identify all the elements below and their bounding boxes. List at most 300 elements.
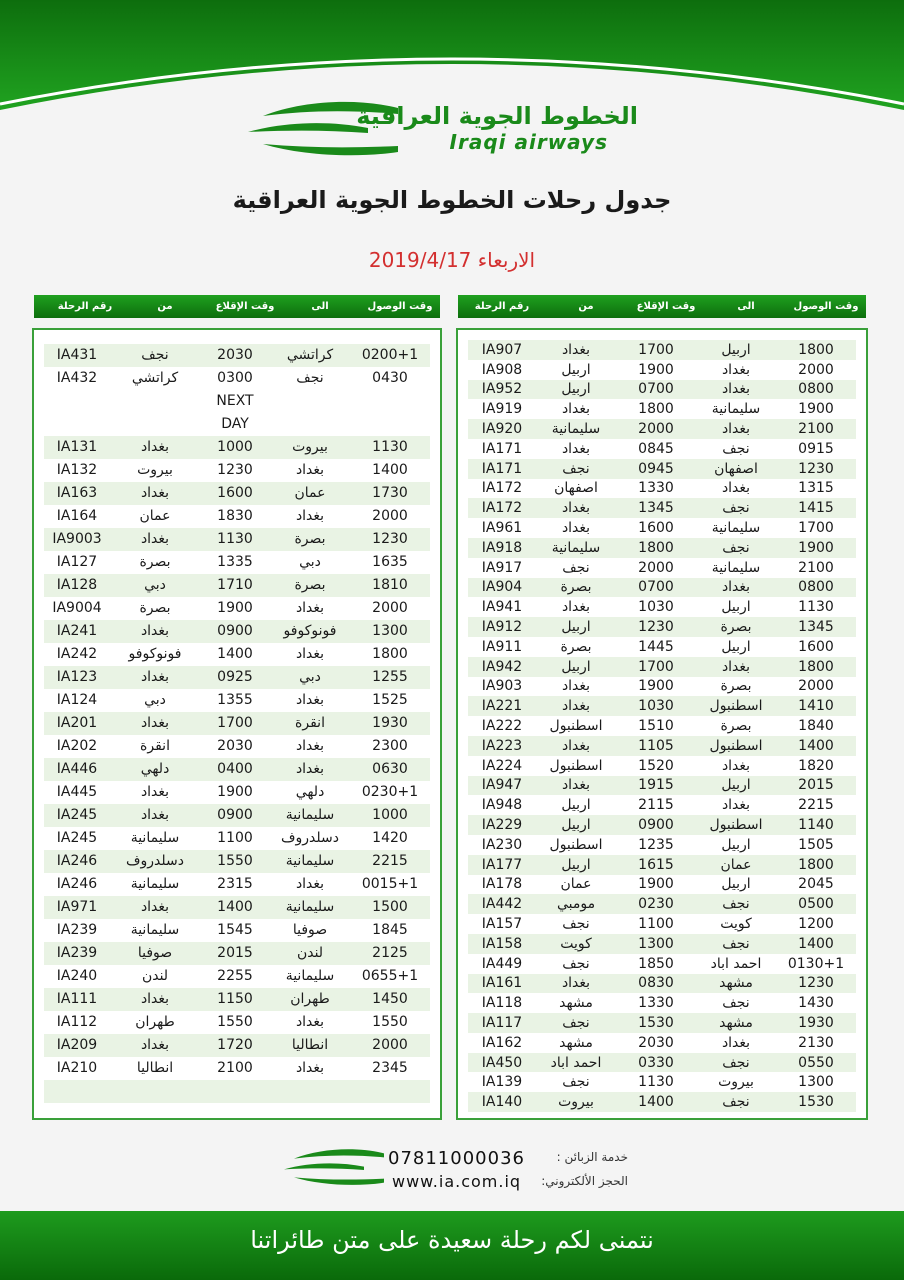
table-row	[44, 1057, 430, 1080]
table-row	[468, 993, 856, 1013]
cell-dep: 1330	[638, 995, 674, 1012]
cell-dep: 1400	[638, 1094, 674, 1111]
cell-dep: 0330	[638, 1054, 674, 1071]
table-row	[468, 1033, 856, 1053]
cell-to: اصفهان	[714, 460, 758, 477]
cell-dep: 0230	[638, 896, 674, 913]
cell-from: بغداد	[561, 440, 591, 457]
cell-from: صوفيا	[137, 945, 173, 961]
cell-to: مشهد	[719, 1014, 753, 1031]
table-row	[44, 804, 430, 827]
table-row	[468, 399, 856, 419]
cell-arr: 1810	[372, 577, 408, 593]
cell-to: بغداد	[721, 421, 751, 438]
table-row	[468, 1053, 856, 1073]
table-row	[468, 974, 856, 994]
schedule-date: الاربعاء 2019/4/17	[368, 248, 536, 272]
cell-no: IA442	[481, 896, 523, 913]
table-row	[44, 850, 430, 873]
table-row	[44, 1034, 430, 1057]
cell-arr: 2130	[798, 1034, 834, 1051]
cell-arr: 2000	[798, 361, 834, 378]
cell-arr: 1415	[798, 500, 834, 517]
table-row	[44, 689, 430, 712]
cell-from: بغداد	[561, 520, 591, 537]
table-row	[468, 894, 856, 914]
cell-no: IA446	[56, 761, 98, 777]
table-row	[44, 574, 430, 597]
cell-no: IA118	[481, 995, 523, 1012]
cell-to: بصرة	[294, 531, 326, 547]
table-row	[468, 518, 856, 538]
table-row	[468, 340, 856, 360]
col-flight-no: رقم الرحلة	[474, 301, 530, 312]
cell-to: بغداد	[295, 600, 325, 616]
col-to: الى	[737, 301, 755, 312]
cell-from: احمد اباد	[550, 1054, 602, 1071]
cell-to: دبي	[299, 669, 321, 685]
cell-no: IA961	[481, 520, 523, 537]
table-row	[468, 776, 856, 796]
cell-dep: 1530	[638, 1014, 674, 1031]
cell-to: سليمانية	[285, 899, 335, 915]
customer-service-phone[interactable]: 07811000036	[388, 1148, 525, 1169]
cell-from: اربيل	[561, 856, 591, 873]
cell-no: IA140	[481, 1094, 523, 1111]
cell-dep: 2000	[638, 559, 674, 576]
col-departure: وقت الإقلاع	[215, 301, 275, 312]
cell-dep: 1235	[638, 836, 674, 853]
cell-from: لندن	[141, 968, 169, 984]
cell-to: بغداد	[721, 480, 751, 497]
cell-no: IA201	[56, 715, 98, 731]
cell-arr: 0200+1	[361, 347, 419, 363]
cell-no: IA209	[56, 1037, 98, 1053]
cell-arr: 0915	[798, 440, 834, 457]
cell-no: IA449	[481, 955, 523, 972]
cell-no: IA947	[481, 777, 523, 794]
cell-no: IA172	[481, 500, 523, 517]
cell-no: IA245	[56, 830, 98, 846]
cell-arr: 1130	[798, 599, 834, 616]
cell-to: بغداد	[295, 1060, 325, 1076]
cell-no: IA221	[481, 698, 523, 715]
cell-from: اربيل	[561, 658, 591, 675]
cell-no: IA131	[56, 439, 98, 455]
table-row	[468, 538, 856, 558]
table-row	[468, 380, 856, 400]
cell-dep: 1710	[217, 577, 253, 593]
cell-no: IA432	[56, 370, 98, 386]
cell-from: بصرة	[560, 579, 592, 596]
cell-arr: 1230	[798, 975, 834, 992]
cell-no: IA903	[481, 678, 523, 695]
cell-to: اسطنبول	[709, 737, 763, 754]
cell-dep: 1030	[638, 698, 674, 715]
cell-to: نجف	[722, 539, 750, 556]
cell-to: سليمانية	[285, 968, 335, 984]
cell-dep: 1400	[217, 646, 253, 662]
cell-dep: 1100	[638, 916, 674, 932]
cell-arr: 1840	[798, 718, 834, 735]
cell-arr: 0230+1	[361, 784, 419, 800]
cell-dep: 0845	[638, 440, 674, 457]
cell-to: انطاليا	[291, 1037, 329, 1053]
cell-dep: 1130	[638, 1074, 674, 1091]
cell-no: IA161	[481, 975, 523, 992]
cell-dep: 0830	[638, 975, 674, 992]
cell-arr: 0430	[372, 370, 408, 386]
cell-to: سليمانية	[711, 520, 761, 537]
table-row	[44, 666, 430, 689]
table-row	[468, 617, 856, 637]
cell-to: بغداد	[295, 738, 325, 754]
cell-arr: 0655+1	[361, 968, 419, 984]
cell-dep: 1830	[217, 508, 253, 524]
cell-arr: 1300	[798, 1074, 834, 1091]
cell-no: IA223	[481, 737, 523, 754]
cell-dep: 1030	[638, 599, 674, 616]
cell-dep: 1720	[217, 1037, 253, 1053]
cell-arr: 2045	[798, 876, 834, 893]
cell-from: بغداد	[140, 623, 170, 639]
cell-no: IA210	[56, 1060, 98, 1076]
cell-to: نجف	[722, 995, 750, 1012]
cell-from: بغداد	[561, 341, 591, 358]
cell-from: دلهي	[140, 761, 170, 777]
col-from: من	[578, 301, 594, 312]
cell-no: IA132	[56, 462, 98, 478]
cell-arr: 1900	[798, 539, 834, 556]
cell-arr: 1400	[798, 935, 834, 952]
cell-dep: 1355	[217, 692, 253, 708]
booking-label: الحجز الألكتروني:	[541, 1174, 628, 1188]
cell-to: اربيل	[721, 836, 751, 853]
cell-no: IA246	[56, 853, 98, 869]
cell-arr: 1730	[372, 485, 408, 501]
table-row	[468, 677, 856, 697]
cell-no: IA229	[481, 817, 523, 834]
page-title: جدول رحلات الخطوط الجوية العراقية	[232, 186, 672, 214]
cell-arr: 2215	[372, 853, 408, 869]
cell-dep: 0900	[217, 623, 253, 639]
brand-name-en: Iraqi airways	[449, 130, 608, 154]
cell-from: نجف	[562, 916, 590, 932]
cell-arr: 0015+1	[361, 876, 419, 892]
cell-to: بغداد	[721, 658, 751, 675]
cell-to: عمان	[720, 856, 752, 873]
cell-to: بغداد	[295, 876, 325, 892]
cell-from: بغداد	[140, 784, 170, 800]
table-row	[468, 815, 856, 835]
table-row	[44, 551, 430, 574]
cell-no: IA9003	[52, 531, 102, 547]
cell-dep: 2015	[217, 945, 253, 961]
cell-from: سليمانية	[130, 830, 180, 846]
cell-arr: 2300	[372, 738, 408, 754]
cell-to: سليمانية	[711, 401, 761, 418]
cell-dep: 1900	[638, 876, 674, 893]
left-schedule-table	[32, 328, 442, 1120]
cell-no: IA908	[481, 361, 523, 378]
booking-website-link[interactable]: www.ia.com.iq	[392, 1172, 522, 1191]
table-row	[468, 716, 856, 736]
cell-no: IA162	[481, 1034, 523, 1051]
cell-no: IA127	[56, 554, 98, 570]
cell-dep: 0945	[638, 460, 674, 477]
table-row	[468, 479, 856, 499]
cell-dep: 1600	[638, 520, 674, 537]
cell-no: IA124	[56, 692, 98, 708]
cell-to: بيروت	[292, 439, 328, 455]
cell-arr: 1600	[798, 638, 834, 655]
cell-dep: 2030	[217, 738, 253, 754]
cell-dep: 0700	[638, 381, 674, 398]
cell-from: اسطنبول	[549, 836, 603, 853]
cell-to: بغداد	[721, 757, 751, 774]
cell-arr: 1505	[798, 836, 834, 853]
cell-dep: 1850	[638, 955, 674, 972]
cell-dep: 1700	[638, 341, 674, 358]
cell-to: نجف	[722, 896, 750, 913]
cell-arr: 1430	[798, 995, 834, 1012]
cell-to: احمد اباد	[710, 955, 762, 972]
cell-to: سليمانية	[711, 559, 761, 576]
cell-arr: 1635	[372, 554, 408, 570]
table-row	[44, 873, 430, 896]
cell-dep: 1600	[217, 485, 253, 501]
table-row-empty	[44, 1080, 430, 1103]
cell-no: IA941	[481, 599, 523, 616]
cell-from: بغداد	[561, 678, 591, 695]
brand-logo	[248, 98, 668, 160]
cell-arr: 1255	[372, 669, 408, 685]
cell-dep: 1550	[217, 853, 253, 869]
cell-from: اربيل	[561, 619, 591, 636]
cell-dep: 2030	[217, 347, 253, 363]
cell-from: دبي	[144, 692, 166, 708]
cell-dep-line: DAY	[221, 416, 249, 432]
table-row	[44, 459, 430, 482]
cell-no: IA157	[481, 916, 523, 932]
cell-dep: 1510	[638, 718, 674, 735]
cell-arr: 1450	[372, 991, 408, 1007]
cell-from: بغداد	[140, 991, 170, 1007]
cell-to: بغداد	[295, 508, 325, 524]
cell-from: اصفهان	[554, 480, 598, 497]
cell-from: اربيل	[561, 361, 591, 378]
cell-no: IA172	[481, 480, 523, 497]
cell-arr: 1800	[372, 646, 408, 662]
cell-arr: 2000	[372, 1037, 408, 1053]
cell-dep: 1915	[638, 777, 674, 794]
cell-no: IA111	[56, 991, 98, 1007]
cell-no: IA431	[56, 347, 98, 363]
cell-no: IA222	[481, 718, 523, 735]
cell-dep: 1800	[638, 539, 674, 556]
cell-no: IA202	[56, 738, 98, 754]
cell-no: IA450	[481, 1054, 523, 1071]
col-arrival: وقت الوصول	[367, 301, 433, 312]
cell-no: IA942	[481, 658, 523, 675]
table-row	[468, 578, 856, 598]
cell-from: بغداد	[140, 531, 170, 547]
cell-dep: 0900	[638, 817, 674, 834]
col-flight-no: رقم الرحلة	[57, 301, 113, 312]
cell-from: مومبي	[556, 896, 596, 913]
cell-dep: 1700	[217, 715, 253, 731]
right-table-header	[458, 295, 866, 318]
cell-from: اسطنبول	[549, 757, 603, 774]
table-row	[468, 914, 856, 934]
cell-to: بصرة	[720, 718, 752, 735]
cell-from: بيروت	[558, 1094, 594, 1111]
table-row	[44, 436, 430, 459]
cell-from: بغداد	[140, 807, 170, 823]
table-row	[468, 736, 856, 756]
cell-arr: 1200	[798, 916, 834, 932]
cell-no: IA139	[481, 1074, 523, 1091]
cell-from: اسطنبول	[549, 718, 603, 735]
cell-arr: 2100	[798, 421, 834, 438]
cell-to: دلهي	[295, 784, 325, 800]
table-row	[468, 498, 856, 518]
cell-to: بغداد	[295, 1014, 325, 1030]
cell-arr: 1230	[798, 460, 834, 477]
cell-from: سليمانية	[130, 876, 180, 892]
cell-dep: 1130	[217, 531, 253, 547]
customer-service-label: خدمة الزبائن :	[556, 1150, 628, 1164]
cell-to: بغداد	[721, 1034, 751, 1051]
brand-name-ar: الخطوط الجوية العراقية	[356, 102, 638, 130]
cell-no: IA917	[481, 559, 523, 576]
table-row	[44, 505, 430, 528]
table-row	[44, 712, 430, 735]
cell-to: اربيل	[721, 599, 751, 616]
cell-arr: 1315	[798, 480, 834, 497]
cell-arr: 0550	[798, 1054, 834, 1071]
table-row	[44, 643, 430, 666]
cell-no: IA971	[56, 899, 98, 915]
cell-no: IA239	[56, 922, 98, 938]
table-row	[468, 756, 856, 776]
cell-to: بغداد	[295, 646, 325, 662]
table-row	[44, 367, 430, 436]
cell-from: بصرة	[139, 554, 171, 570]
cell-from: بغداد	[140, 899, 170, 915]
col-arrival: وقت الوصول	[793, 301, 859, 312]
table-row	[468, 439, 856, 459]
table-row	[44, 735, 430, 758]
cell-from: بغداد	[561, 698, 591, 715]
cell-no: IA239	[56, 945, 98, 961]
cell-to: سليمانية	[285, 853, 335, 869]
cell-arr: 1420	[372, 830, 408, 846]
cell-from: كراتشي	[131, 370, 179, 386]
cell-arr: 1550	[372, 1014, 408, 1030]
table-row	[468, 934, 856, 954]
cell-no: IA920	[481, 421, 523, 438]
cell-to: اسطنبول	[709, 817, 763, 834]
cell-no: IA171	[481, 440, 523, 457]
cell-dep: 1345	[638, 500, 674, 517]
cell-no: IA128	[56, 577, 98, 593]
cell-from: بغداد	[140, 715, 170, 731]
table-row	[44, 344, 430, 367]
table-row	[44, 942, 430, 965]
cell-no: IA245	[56, 807, 98, 823]
table-row	[468, 795, 856, 815]
contact-info	[270, 1148, 650, 1198]
cell-no: IA919	[481, 401, 523, 418]
cell-to: سليمانية	[285, 807, 335, 823]
cell-to: بغداد	[721, 361, 751, 378]
cell-from: بغداد	[561, 500, 591, 517]
cell-no: IA952	[481, 381, 523, 398]
cell-no: IA904	[481, 579, 523, 596]
cell-from: نجف	[562, 460, 590, 477]
cell-no: IA171	[481, 460, 523, 477]
cell-no: IA948	[481, 797, 523, 814]
cell-arr: 0500	[798, 896, 834, 913]
cell-from: دسلدروف	[126, 853, 184, 869]
cell-to: نجف	[722, 1094, 750, 1111]
cell-no: IA246	[56, 876, 98, 892]
cell-no: IA158	[481, 935, 523, 952]
table-row	[44, 620, 430, 643]
cell-dep-line: NEXT	[216, 393, 254, 409]
cell-dep: 1520	[638, 757, 674, 774]
cell-arr: 1845	[372, 922, 408, 938]
footer-slogan: نتمنى لكم رحلة سعيدة على متن طائراتنا	[250, 1226, 654, 1254]
cell-arr: 1800	[798, 856, 834, 873]
cell-from: نجف	[562, 559, 590, 576]
table-row	[44, 1011, 430, 1034]
table-row	[44, 988, 430, 1011]
cell-dep: 1400	[217, 899, 253, 915]
cell-dep: 2255	[217, 968, 253, 984]
cell-arr: 1345	[798, 619, 834, 636]
cell-to: بغداد	[721, 579, 751, 596]
cell-from: كويت	[560, 935, 592, 952]
cell-from: سليمانية	[551, 421, 601, 438]
cell-from: بغداد	[140, 485, 170, 501]
cell-no: IA112	[56, 1014, 98, 1030]
cell-arr: 1530	[798, 1094, 834, 1111]
table-row	[44, 965, 430, 988]
cell-to: اربيل	[721, 777, 751, 794]
cell-from: بصرة	[560, 638, 592, 655]
cell-to: دسلدروف	[281, 830, 339, 846]
cell-arr: 2000	[372, 508, 408, 524]
cell-dep: 1100	[217, 830, 253, 846]
cell-arr: 1930	[372, 715, 408, 731]
table-row	[44, 528, 430, 551]
cell-from: نجف	[141, 347, 169, 363]
cell-no: IA177	[481, 856, 523, 873]
cell-to: بغداد	[295, 761, 325, 777]
table-row	[468, 835, 856, 855]
cell-no: IA242	[56, 646, 98, 662]
cell-dep: 1105	[638, 737, 674, 754]
cell-to: بصرة	[720, 678, 752, 695]
table-row	[468, 954, 856, 974]
cell-arr: 1300	[372, 623, 408, 639]
cell-arr: 1800	[798, 658, 834, 675]
cell-from: نجف	[562, 1074, 590, 1091]
cell-to: اسطنبول	[709, 698, 763, 715]
cell-to: بغداد	[295, 692, 325, 708]
